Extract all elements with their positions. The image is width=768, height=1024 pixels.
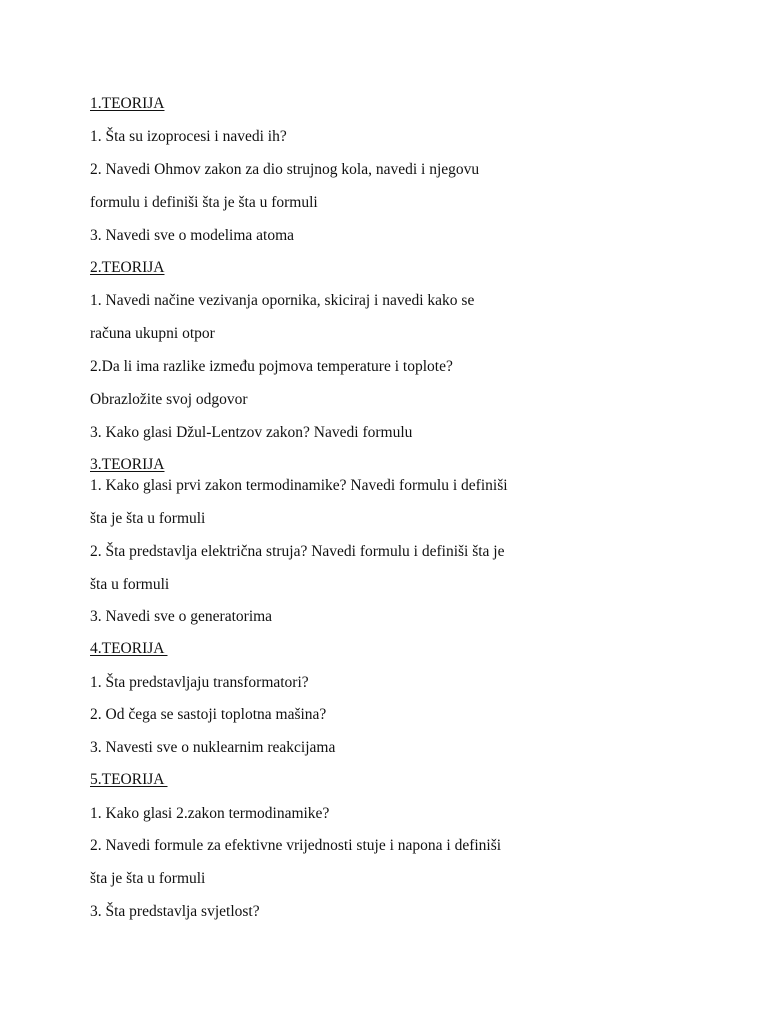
section-3-question-2-cont: šta u formuli [90,576,170,593]
section-5-question-2: 2. Navedi formule za efektivne vrijednosti stuje i napona i definiši [90,837,502,854]
section-4-heading: 4.TEORIJA [90,640,168,657]
section-4-question-2: 2. Od čega se sastoji toplotna mašina? [90,706,327,723]
section-2-question-2-cont: Obrazložite svoj odgovor [90,391,248,408]
section-5-heading: 5.TEORIJA [90,771,168,788]
section-4-question-3: 3. Navesti sve o nuklearnim reakcijama [90,739,336,756]
section-3-question-1: 1. Kako glasi prvi zakon termodinamike? Navedi formulu i definiši [90,477,508,494]
section-5-question-2-cont: šta je šta u formuli [90,870,206,887]
section-5-question-3: 3. Šta predstavlja svjetlost? [90,903,260,920]
section-5-question-1: 1. Kako glasi 2.zakon termodinamike? [90,805,330,822]
section-1-question-2: 2. Navedi Ohmov zakon za dio strujnog kola, navedi i njegovu [90,161,480,178]
section-2-heading: 2.TEORIJA [90,259,165,276]
section-2-question-3: 3. Kako glasi Džul-Lentzov zakon? Navedi formulu [90,424,413,441]
section-2-question-1: 1. Navedi načine vezivanja opornika, skiciraj i navedi kako se [90,292,475,309]
section-4-question-1: 1. Šta predstavljaju transformatori? [90,674,309,691]
section-3-question-1-cont: šta je šta u formuli [90,510,206,527]
section-1-question-1: 1. Šta su izoprocesi i navedi ih? [90,128,287,145]
section-1-question-2-cont: formulu i definiši šta je šta u formuli [90,194,318,211]
section-3-question-3: 3. Navedi sve o generatorima [90,608,273,625]
section-1-heading: 1.TEORIJA [90,95,165,112]
section-1-question-3: 3. Navedi sve o modelima atoma [90,227,295,244]
section-3-heading: 3.TEORIJA [90,456,165,473]
section-3-question-2: 2. Šta predstavlja električna struja? Navedi formulu i definiši šta je [90,543,505,560]
section-2-question-1-cont: računa ukupni otpor [90,325,215,342]
section-2-question-2: 2.Da li ima razlike između pojmova temperature i toplote? [90,358,453,375]
